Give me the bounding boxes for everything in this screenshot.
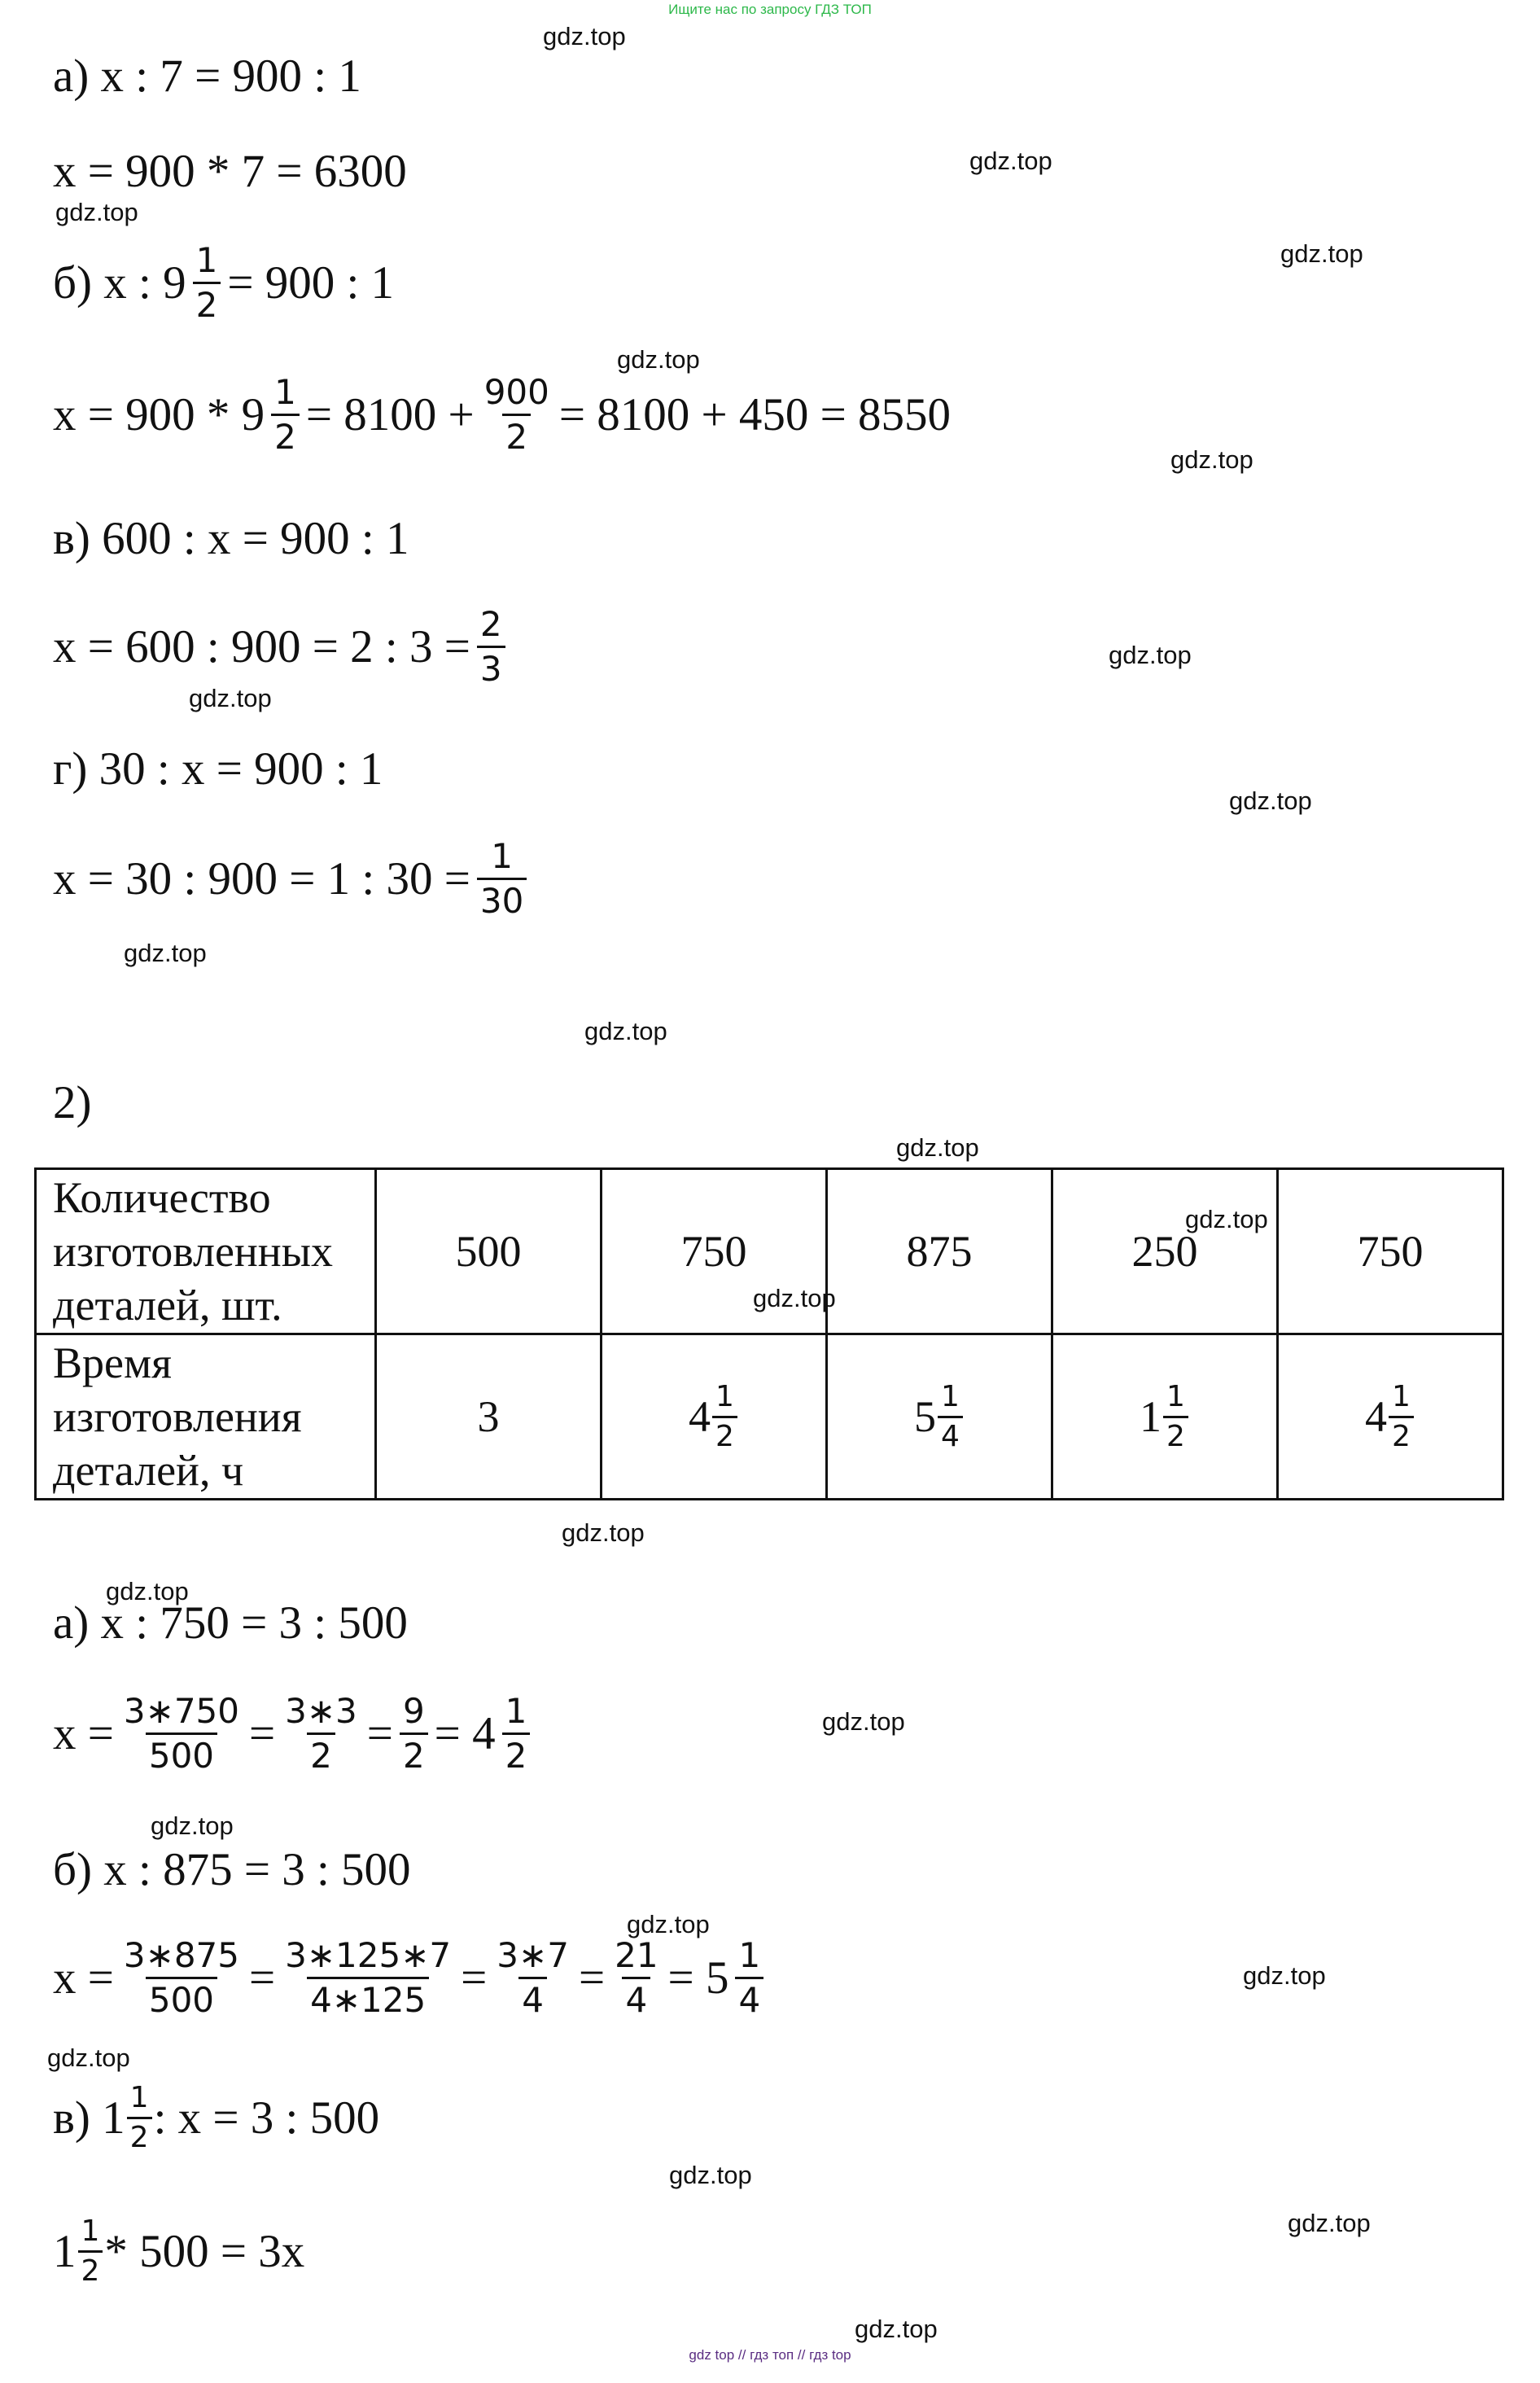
fraction: $\frac{3∗875}{500}$ — [123, 1935, 239, 2021]
eq-2a: а) x : 750 = 3 : 500 — [53, 1597, 408, 1649]
eq-1v: в) 600 : x = 900 : 1 — [53, 513, 409, 564]
watermark: gdz.top — [151, 1811, 234, 1840]
watermark: gdz.top — [1288, 2209, 1371, 2237]
fraction: $\frac{3∗125∗7}{4∗125}$ — [285, 1935, 452, 2021]
eq-1g: г) 30 : x = 900 : 1 — [53, 743, 383, 795]
search-hint: Ищите нас по запросу ГДЗ ТОП — [668, 2, 872, 17]
watermark: gdz.top — [47, 2044, 130, 2072]
watermark: gdz.top — [1243, 1961, 1326, 1990]
watermark: gdz.top — [55, 198, 138, 226]
watermark: gdz.top — [106, 1577, 189, 1605]
watermark: gdz.top — [543, 22, 626, 50]
watermark: gdz.top — [627, 1910, 710, 1938]
table-cell: 4 $\frac{1}{2}$ — [1278, 1334, 1503, 1500]
watermark: gdz.top — [822, 1707, 905, 1736]
table-cell: 750 — [1278, 1169, 1503, 1334]
fraction: $\frac{3∗750}{500}$ — [123, 1691, 239, 1776]
sol-2a: x = $\frac{3∗750}{500}$ = $\frac{3∗3}{2}$ = $\frac{9}{2}$ = 4 $\frac{1}{2}$ — [53, 1693, 536, 1774]
table-header-cell: Количество изготовленных деталей, шт. — [36, 1169, 376, 1334]
sol-2b: x = $\frac{3∗875}{500}$ = $\frac{3∗125∗7}{4∗125}$ = $\frac{3∗7}{4}$ = $\frac{21}{4}$ = 5 $\frac{1}{4}$ — [53, 1938, 770, 2018]
table-cell: 5 $\frac{1}{4}$ — [827, 1334, 1052, 1500]
watermark: gdz.top — [855, 2315, 938, 2343]
fraction: $\frac{2}{3}$ — [477, 607, 505, 687]
table-cell: 3 — [376, 1334, 602, 1500]
section-2-label: 2) — [53, 1077, 92, 1128]
fraction: $\frac{1}{2}$ — [193, 243, 221, 323]
data-table — [34, 1167, 1504, 1500]
sol-1a: x = 900 * 7 = 6300 — [53, 146, 407, 197]
watermark: gdz.top — [753, 1284, 836, 1312]
fraction: $\frac{1}{2}$ — [271, 375, 300, 455]
watermark: gdz.top — [1109, 641, 1192, 669]
sol-1g: x = 30 : 900 = 1 : 30 = $\frac{1}{30}$ — [53, 839, 533, 919]
fraction: $\frac{1}{4}$ — [735, 1938, 763, 2018]
watermark: gdz.top — [969, 147, 1052, 175]
table-cell: 875 — [827, 1169, 1052, 1334]
fraction: $\frac{21}{4}$ — [615, 1935, 658, 2021]
watermark: gdz.top — [562, 1518, 645, 1547]
table-header-cell: Время изготовления деталей, ч — [36, 1334, 376, 1500]
watermark: gdz.top — [896, 1133, 979, 1162]
table-cell: 750 — [602, 1169, 827, 1334]
watermark: gdz.top — [617, 345, 700, 374]
watermark: gdz.top — [1170, 445, 1253, 474]
fraction: $\frac{1}{30}$ — [477, 839, 527, 919]
table-cell: 500 — [376, 1169, 602, 1334]
eq-2b: б) x : 875 = 3 : 500 — [53, 1844, 411, 1895]
watermark: gdz.top — [124, 939, 207, 967]
fraction: $\frac{3∗7}{4}$ — [497, 1935, 569, 2021]
footer-links[interactable]: gdz top // гдз топ // гдз top — [689, 2347, 851, 2363]
watermark: gdz.top — [1280, 239, 1363, 268]
sol-2v: 1 $\frac{1}{2}$ * 500 = 3x — [53, 2214, 305, 2288]
eq-1b: б) x : 9 $\frac{1}{2}$ = 900 : 1 — [53, 240, 395, 326]
watermark: gdz.top — [189, 684, 272, 712]
fraction: $\frac{1}{2}$ — [127, 2083, 152, 2153]
sol-1b: x = 900 * 9 $\frac{1}{2}$ = 8100 + $\frac{900}{2}$ = 8100 + 450 = 8550 — [53, 372, 952, 458]
watermark: gdz.top — [1185, 1205, 1268, 1233]
sol-1v: x = 600 : 900 = 2 : 3 = $\frac{2}{3}$ — [53, 607, 512, 687]
fraction: $\frac{900}{2}$ — [483, 372, 549, 458]
watermark: gdz.top — [669, 2161, 752, 2189]
fraction: $\frac{1}{2}$ — [502, 1693, 531, 1774]
table-cell: 250 — [1052, 1169, 1278, 1334]
fraction: $\frac{9}{2}$ — [400, 1693, 428, 1774]
watermark: gdz.top — [584, 1017, 667, 1045]
watermark: gdz.top — [1229, 786, 1312, 815]
table-cell: 4 $\frac{1}{2}$ — [602, 1334, 827, 1500]
eq-1a: а) x : 7 = 900 : 1 — [53, 50, 361, 102]
table-cell: 1 $\frac{1}{2}$ — [1052, 1334, 1278, 1500]
fraction: $\frac{1}{2}$ — [78, 2216, 103, 2287]
fraction: $\frac{3∗3}{2}$ — [285, 1691, 357, 1776]
eq-2v: в) 1 $\frac{1}{2}$ : x = 3 : 500 — [53, 2081, 380, 2154]
table-row — [36, 1334, 1503, 1500]
